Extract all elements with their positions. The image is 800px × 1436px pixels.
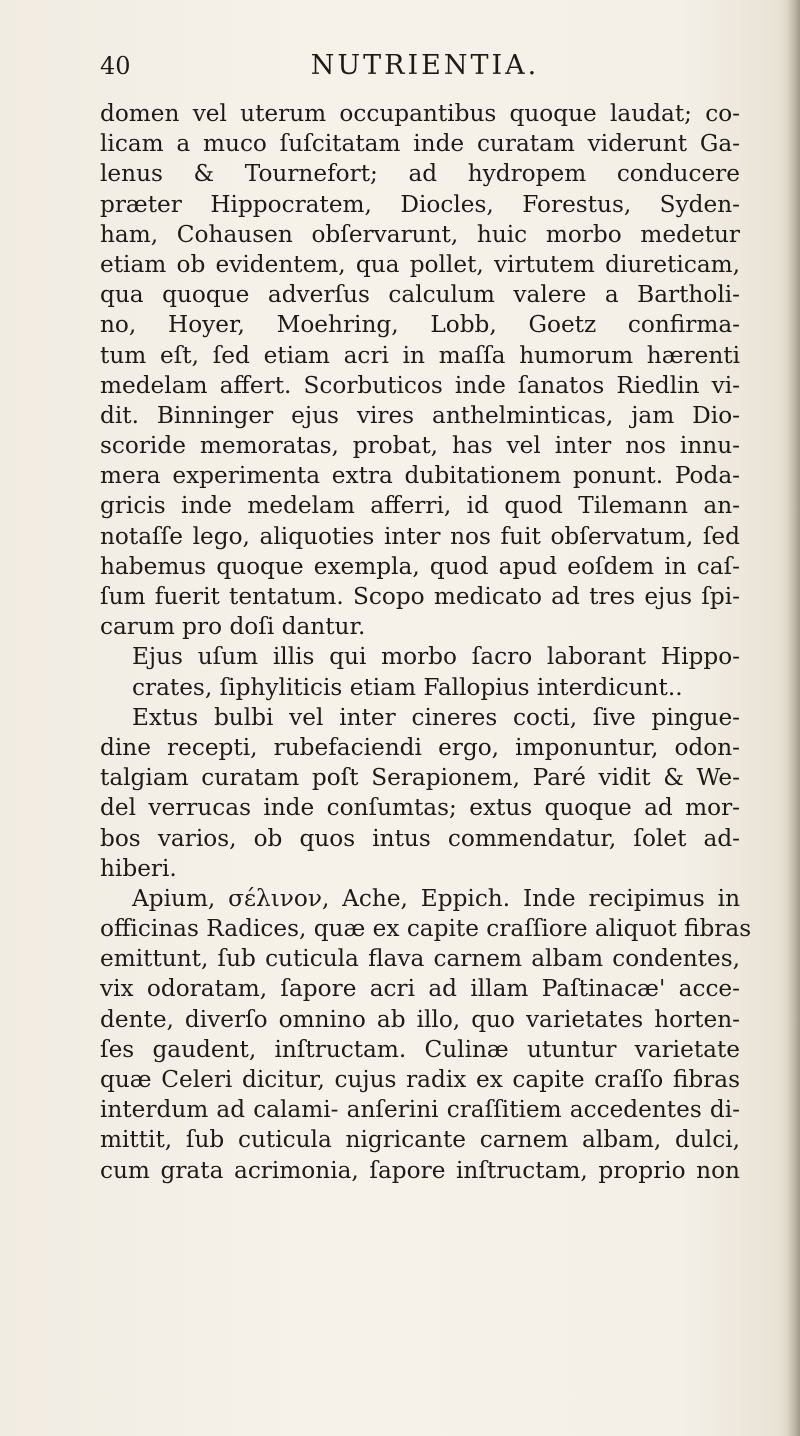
text-line: crates, ſiphyliticis etiam Fallopius interdicunt.. <box>132 673 683 701</box>
text-line: lenus & Tournefort; ad hydropem conducere <box>100 160 740 188</box>
text-line: emittunt, ſub cuticula flava carnem albam condentes, <box>100 945 740 973</box>
text-line: quæ Celeri dicitur, cujus radix ex capite craſſo fibras <box>100 1066 740 1093</box>
text-line: præter Hippocratem, Diocles, Forestus, Syden- <box>100 190 740 218</box>
text-line: no, Hoyer, Moehring, Lobb, Goetz confirma- <box>100 311 740 339</box>
text-line: mittit, ſub cuticula nigricante carnem albam, dulci, <box>100 1126 740 1154</box>
text-line: carum pro doſi dantur. <box>100 613 366 641</box>
text-line: notaſſe lego, aliquoties inter nos fuit obſervatum, ſed <box>100 522 740 550</box>
text-line: dit. Binninger ejus vires anthelminticas, jam Dio- <box>100 401 740 429</box>
text-line: cum grata acrimonia, ſapore inſtructam, proprio non <box>100 1156 740 1184</box>
text-line: tum eſt, ſed etiam acri in maſſa humorum hærenti <box>100 341 740 369</box>
page-edge-shadow <box>786 0 800 1436</box>
text-line: vix odoratam, ſapore acri ad illam Paſtinacæ' acce- <box>100 975 740 1003</box>
text-line: interdum ad calami- anſerini craſſitiem accedentes di- <box>100 1096 740 1124</box>
text-line: medelam affert. Scorbuticos inde ſanatos Riedlin vi- <box>100 371 740 399</box>
text-line: dente, diverſo omnino ab illo, quo varietates horten- <box>100 1005 740 1033</box>
text-line: mera experimenta extra dubitationem ponunt. Poda- <box>100 462 740 490</box>
page-header <box>100 50 750 90</box>
text-line: officinas Radices, quæ ex capite craſſiore aliquot fibras <box>100 915 752 943</box>
text-line: gricis inde medelam afferri, id quod Tilemann an- <box>100 492 740 520</box>
text-line: habemus quoque exempla, quod apud eoſdem in caſ- <box>100 552 740 580</box>
text-line: hiberi. <box>100 854 177 882</box>
text-line: Extus bulbi vel inter cineres cocti, ſive pingue- <box>132 703 740 731</box>
text-line: bos varios, ob quos intus commendatur, ſolet ad- <box>100 824 740 852</box>
text-line: domen vel uterum occupantibus quoque laudat; co- <box>100 100 740 127</box>
text-line: Ejus uſum illis qui morbo ſacro laborant Hippo- <box>132 643 740 671</box>
text-line: etiam ob evidentem, qua pollet, virtutem diureticam, <box>100 250 740 278</box>
text-line: scoride memoratas, probat, has vel inter nos innu- <box>100 432 740 460</box>
text-line: ſes gaudent, inſtructam. Culinæ utuntur varietate <box>100 1035 740 1063</box>
body-text <box>100 99 752 1186</box>
text-line: dine recepti, rubefaciendi ergo, imponuntur, odon- <box>100 733 740 761</box>
running-title: NUTRIENTIA. <box>310 50 540 81</box>
text-line: Apium, σέλινον, Ache, Eppich. Inde recipimus in <box>132 884 740 912</box>
text-line: talgiam curatam poſt Serapionem, Paré vidit & We- <box>100 764 740 792</box>
text-line: del verrucas inde conſumtas; extus quoque ad mor- <box>100 794 740 822</box>
page-number: 40 <box>100 52 131 80</box>
text-line: qua quoque adverſus calculum valere a Bartholi- <box>100 281 740 309</box>
text-line: licam a muco ſuſcitatam inde curatam viderunt Ga- <box>100 130 740 158</box>
text-line: ham, Cohausen obſervarunt, huic morbo medetur <box>100 220 740 248</box>
text-line: ſum fuerit tentatum. Scopo medicato ad tres ejus ſpi- <box>100 583 740 610</box>
